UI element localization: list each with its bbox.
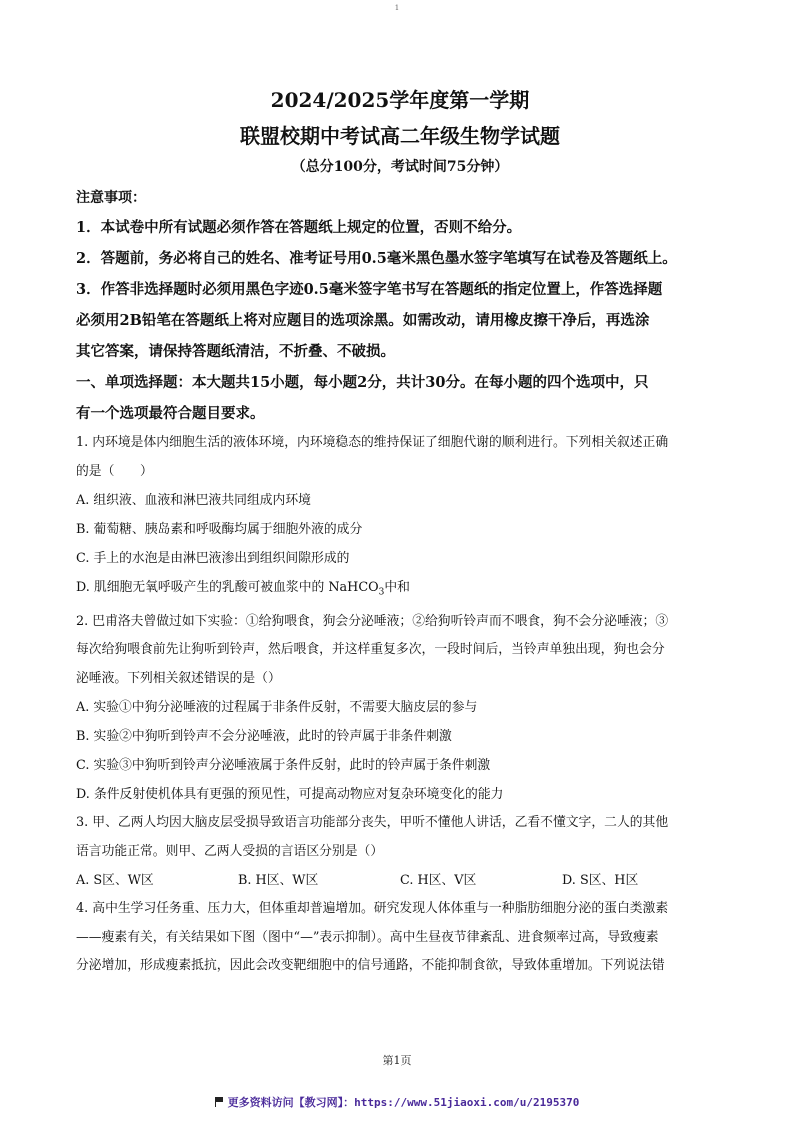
exam-title: 联盟校期中考试高二年级生物学试题 <box>240 124 560 148</box>
notice-heading: 注意事项： <box>76 190 146 206</box>
question-stem: 的是（ ） <box>76 463 153 479</box>
question-stem: 2. 巴甫洛夫曾做过如下实验：①给狗喂食，狗会分泌唾液；②给狗听铃声而不喂食，狗不会分泌唾液；③ <box>76 613 669 629</box>
question-option: C. 手上的水泡是由淋巴液渗出到组织间隙形成的 <box>76 551 350 566</box>
question-stem: ——瘦素有关，有关结果如下图（图中“—”表示抑制）。高中生昼夜节律紊乱、进食频率过高，导致瘦素 <box>76 929 659 945</box>
exam-title-term: 2024/2025学年度第一学期 <box>270 88 530 112</box>
notice-item: 2．答题前，务必将自己的姓名、准考证号用0.5毫米黑色墨水签字笔填写在试卷及答题纸上。 <box>76 250 677 267</box>
notice-item: 1．本试卷中所有试题必须作答在答题纸上规定的位置，否则不给分。 <box>76 219 522 236</box>
question-stem: 1. 内环境是体内细胞生活的液体环境，内环境稳态的维持保证了细胞代谢的顺利进行。下列相关叙述正确 <box>76 435 669 450</box>
section-heading-line: 一、单项选择题：本大题共15小题，每小题2分，共计30分。在每小题的四个选项中，只 <box>76 374 649 391</box>
question-stem: 语言功能正常。则甲、乙两人受损的言语区分别是（） <box>76 843 384 859</box>
question-option: B. 实验②中狗听到铃声不会分泌唾液，此时的铃声属于非条件刺激 <box>76 729 452 745</box>
page-top-mark: 1 <box>394 4 400 12</box>
chemical-subscript: 3 <box>378 587 385 598</box>
section-heading-line: 有一个选项最符合题目要求。 <box>76 405 265 422</box>
question-option: B. H区、W区 <box>238 873 319 889</box>
question-option: D. 条件反射使机体具有更强的预见性，可提高动物应对复杂环境变化的能力 <box>76 787 504 803</box>
question-1 <box>76 429 724 608</box>
notice-block <box>76 184 724 367</box>
option-text: D. 肌细胞无氧呼吸产生的乳酸可被血浆中的 NaHCO <box>76 580 379 595</box>
flag-icon <box>215 1097 224 1107</box>
exam-subtitle: （总分100分，考试时间75分钟） <box>291 159 509 175</box>
resource-link[interactable] <box>0 1094 794 1110</box>
question-options-row <box>76 866 724 895</box>
question-stem: 每次给狗喂食前先让狗听到铃声，然后喂食，并这样重复多次，一段时间后，当铃声单独出现，狗也会分 <box>76 642 665 658</box>
question-stem: 4. 高中生学习任务重、压力大，但体重却普遍增加。研究发现人体体重与一种脂肪细胞分泌的蛋白类激素 <box>76 901 669 917</box>
question-option: A. 组织液、血液和淋巴液共同组成内环境 <box>76 493 311 508</box>
question-option: A. S区、W区 <box>76 873 154 889</box>
exam-page <box>76 84 724 981</box>
question-stem: 分泌增加，形成瘦素抵抗，因此会改变靶细胞中的信号通路，不能抑制食欲，导致体重增加。下列说法错 <box>76 958 665 974</box>
notice-item: 必须用2B铅笔在答题纸上将对应题目的选项涂黑。如需改动，请用橡皮擦干净后，再选涂 <box>76 312 650 329</box>
resource-link-text[interactable]: 更多资料访问【教习网】：https://www.51jiaoxi.com/u/2195370 <box>227 1096 580 1109</box>
page-number: 第1页 <box>382 1054 412 1067</box>
notice-item: 其它答案，请保持答题纸清洁，不折叠、不破损。 <box>76 343 395 360</box>
question-3 <box>76 809 724 895</box>
question-2 <box>76 608 724 810</box>
question-option: C. 实验③中狗听到铃声分泌唾液属于条件反射，此时的铃声属于条件刺激 <box>76 758 491 774</box>
question-stem: 3. 甲、乙两人均因大脑皮层受损导致语言功能部分丧失，甲听不懂他人讲话，乙看不懂文字，二人的其他 <box>76 815 669 831</box>
section-heading <box>76 367 724 429</box>
option-text: 中和 <box>384 580 410 595</box>
question-option: B. 葡萄糖、胰岛素和呼吸酶均属于细胞外液的成分 <box>76 522 363 537</box>
question-4 <box>76 895 724 981</box>
question-stem: 泌唾液。下列相关叙述错误的是（） <box>76 670 281 686</box>
notice-item: 3．作答非选择题时必须用黑色字迹0.5毫米签字笔书写在答题纸的指定位置上，作答选择题 <box>76 281 663 298</box>
question-option <box>76 573 724 608</box>
question-option: D. S区、H区 <box>562 873 639 889</box>
question-option: A. 实验①中狗分泌唾液的过程属于非条件反射，不需要大脑皮层的参与 <box>76 700 478 716</box>
question-option: C. H区、V区 <box>400 873 477 889</box>
